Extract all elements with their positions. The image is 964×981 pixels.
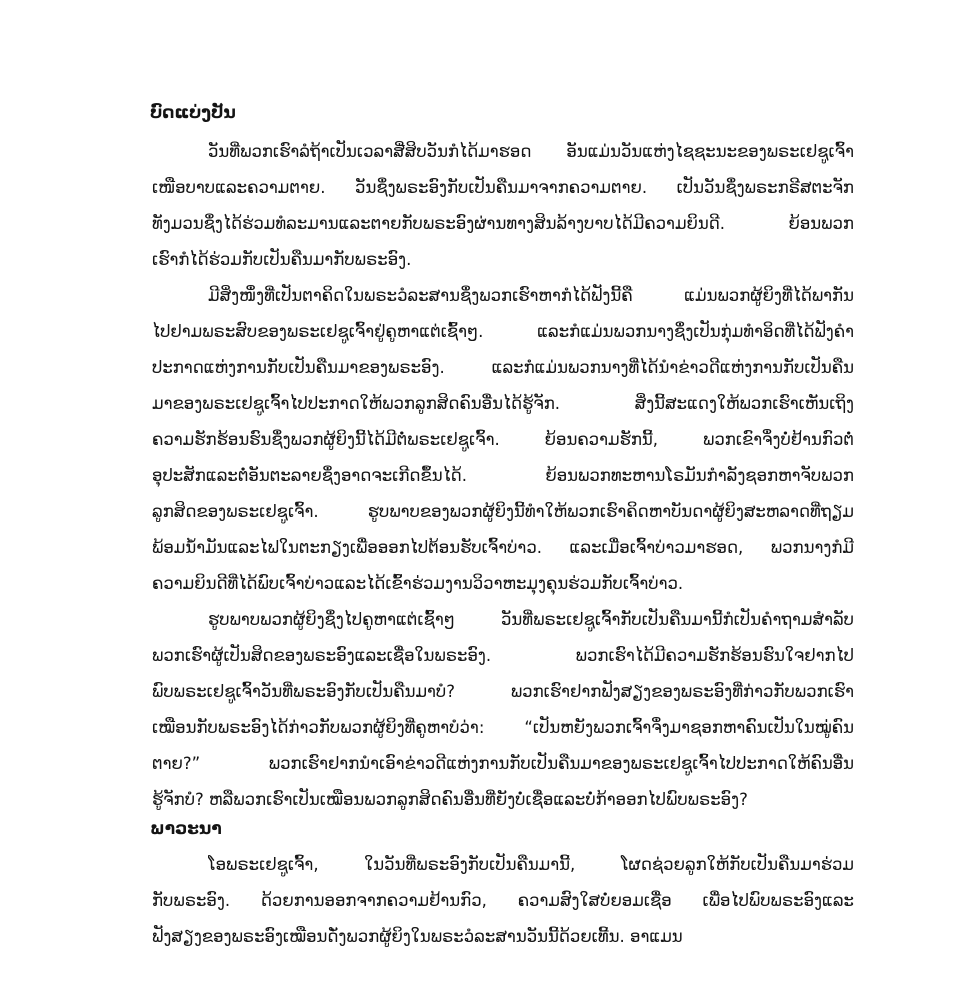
- paragraph-line: ຕາຍ?” ພວກເຮົາຢາກນໍາເອົາຂ່າວດີແຫ່ງການກັບເປັນຄືນມາຂອງພຣະເຢຊູເຈົ້າໄປປະກາດໃຫ້ຄົນອື່ນ: [152, 754, 854, 773]
- prayer-line: ຟັງສຽງຂອງພຣະອົງເໝືອນດັ່ງພວກຜູ້ຍິງໃນພຣະວໍລະສານວັນນີ້ດ້ວຍເທີ້ນ. ອາແມນ: [152, 927, 683, 946]
- paragraph-line: ໄປຢາມພຣະສົບຂອງພຣະເຢຊູເຈົ້າຢູ່ຄູຫາແຕ່ເຊົ້າໆ. ແລະກໍແມ່ນພວກນາງຊຶ່ງເປັນກຸ່ມທໍາອິດທີ່ໄດ້ຟັງຄໍາ: [152, 322, 854, 341]
- paragraph-line: ເຮົາກໍໄດ້ຮ່ວມກັບເປັນຄືນມາກັບພຣະອົງ.: [152, 250, 412, 269]
- paragraph-line: ພົບພຣະເຢຊູເຈົ້າວັນທີ່ພຣະອົງກັບເປັນຄືນມາບໍ? ພວກເຮົາຢາກຟັງສຽງຂອງພຣະອົງທີ່ກ່າວກັບພວກເຮົາ: [152, 682, 854, 701]
- paragraph-line: ພ້ອມນ້ໍາມັນແລະໄຟໃນຕະກຽງເພື່ອອອກໄປຕ້ອນຮັບເຈົ້າບ່າວ. ແລະເມື່ອເຈົ້າບ່າວມາຮອດ, ພວກນາງກໍມີ: [152, 538, 854, 557]
- paragraph-line: ເໝືອນກັບພຣະອົງໄດ້ກ່າວກັບພວກຜູ້ຍິງທີ່ຄູຫາບໍວ່າ: “ເປັນຫຍັງພວກເຈົ້າຈຶ່ງມາຊອກຫາຄົນເປັນໃນໝູ່ຄົນ: [152, 718, 854, 737]
- paragraph-line: ພວກເຮົາຜູ້ເປັນສິດຂອງພຣະອົງແລະເຊື່ອໃນພຣະອົງ. ພວກເຮົາໄດ້ມີຄວາມຮັກຮ້ອນຮົນໃຈຢາກໄປ: [152, 646, 854, 665]
- paragraph-line: ມາຂອງພຣະເຢຊູເຈົ້າໄປປະກາດໃຫ້ພວກລູກສິດຄົນອື່ນໄດ້ຮູ້ຈັກ. ສິ່ງນີ້ສະແດງໃຫ້ພວກເຮົາເຫັນເຖິງ: [152, 394, 854, 413]
- paragraph-line: ເໜືອບາບແລະຄວາມຕາຍ. ວັນຊຶ່ງພຣະອົງກັບເປັນຄືນມາຈາກຄວາມຕາຍ. ເປັນວັນຊຶ່ງພຣະກຣີສຕະຈັກ: [152, 178, 854, 197]
- paragraph-line: ຄວາມຮັກຮ້ອນຮົນຊຶ່ງພວກຜູ້ຍິງນີ້ໄດ້ມີຕໍ່ພຣະເຢຊູເຈົ້າ. ຍ້ອນຄວາມຮັກນີ້, ພວກເຂົາຈຶ່ງບໍ່ຢ້ານກົວຕໍ່: [152, 430, 854, 449]
- section-title-sharing: ບົດແບ່ງປັນ: [150, 103, 236, 123]
- paragraph-line: ຄວາມຍິນດີທີ່ໄດ້ພົບເຈົ້າບ່າວແລະໄດ້ເຂົ້າຮ່ວມງານວິວາຫະມຸງຄຸນຮ່ວມກັບເຈົ້າບ່າວ.: [152, 574, 684, 593]
- paragraph-line: ປະກາດແຫ່ງການກັບເປັນຄືນມາຂອງພຣະອົງ. ແລະກໍແມ່ນພວກນາງທີ່ໄດ້ນໍາຂ່າວດີແຫ່ງການກັບເປັນຄືນ: [152, 358, 854, 377]
- paragraph-line: ວັນທີ່ພວກເຮົາລໍຖ້າເປັນເວລາສີ່ສິບວັນກໍໄດ້ມາຮອດ ອັນແມ່ນວັນແຫ່ງໄຊຊະນະຂອງພຣະເຢຊູເຈົ້າ: [208, 142, 854, 161]
- paragraph-line: ຮູບພາບພວກຜູ້ຍິງຊຶ່ງໄປຄູຫາແຕ່ເຊົ້າໆ ວັນທີ່ພຣະເຢຊູເຈົ້າກັບເປັນຄືນມານີ້ກໍເປັນຄໍາຖາມສໍາລັບ: [208, 610, 854, 629]
- paragraph-line: ມີສິ່ງໜຶ່ງທີ່ເປັນຕາຄິດໃນພຣະວໍລະສານຊຶ່ງພວກເຮົາຫາກໍໄດ້ຟັງນີ້ຄື ແມ່ນພວກຜູ້ຍິງທີ່ໄດ້ພາກັນ: [208, 286, 854, 305]
- prayer-line: ໂອພຣະເຢຊູເຈົ້າ, ໃນວັນທີ່ພຣະອົງກັບເປັນຄືນມານີ້, ໂຜດຊ່ວຍລູກໃຫ້ກັບເປັນຄືນມາຮ່ວມ: [208, 855, 854, 874]
- section-title-prayer: ພາວະນາ: [150, 819, 222, 839]
- prayer-line: ກັບພຣະອົງ. ດ້ວຍການອອກຈາກຄວາມຢ້ານກົວ, ຄວາມສົງໃສບໍ່ຍອມເຊື່ອ ເພື່ອໄປພົບພຣະອົງແລະ: [152, 891, 854, 910]
- paragraph-line: ລູກສິດຂອງພຣະເຢຊູເຈົ້າ. ຮູບພາບຂອງພວກຜູ້ຍິງນີ້ທໍາໃຫ້ພວກເຮົາຄິດຫາບັນດາຜູ້ຍິງສະຫລາດທີ່ຖຽມ: [152, 502, 854, 521]
- paragraph-line: ອຸປະສັກແລະຕໍ່ອັນຕະລາຍຊຶ່ງອາດຈະເກີດຂຶ້ນໄດ້. ຍ້ອນພວກທະຫານໂຣມັນກໍາລັງຊອກຫາຈັບພວກ: [152, 466, 854, 485]
- paragraph-line: ຮູ້ຈັກບໍ? ຫລືພວກເຮົາເປັນເໝືອນພວກລູກສິດຄົນອື່ນທີ່ຍັງບໍ່ເຊື່ອແລະບໍ່ກ້າອອກໄປພົບພຣະອົງ?: [152, 790, 748, 809]
- paragraph-line: ທັງມວນຊຶ່ງໄດ້ຮ່ວມທໍລະມານແລະຕາຍກັບພຣະອົງຜ່ານທາງສິນລ້າງບາບໄດ້ມີຄວາມຍິນດີ. ຍ້ອນພວກ: [152, 214, 854, 233]
